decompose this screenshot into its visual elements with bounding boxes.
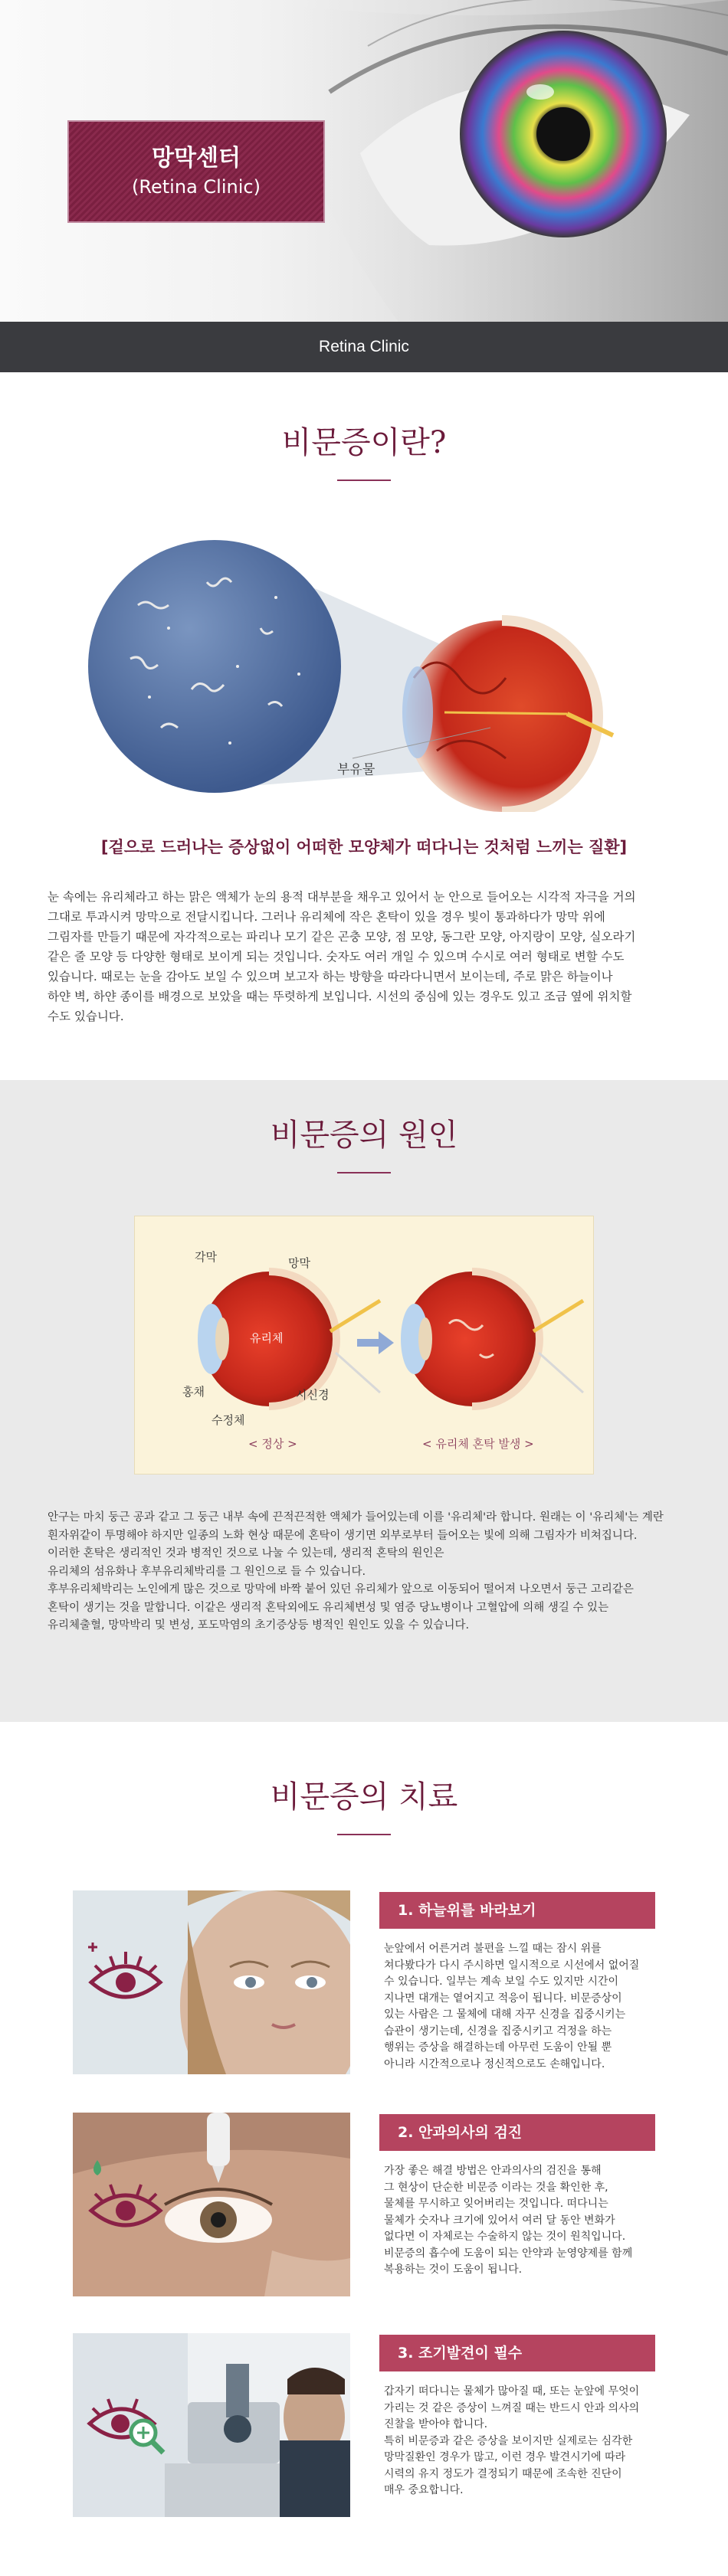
treatment-card <box>73 1890 655 2074</box>
nav-bar <box>0 322 728 372</box>
label-cornea: 각막 <box>195 1250 217 1264</box>
card-text-line: 있는 사람은 그 물체에 대해 자꾸 신경을 집중시키는 <box>384 2008 626 2021</box>
card-text-line: 쳐다봤다가 다시 주시하면 일시적으로 시선에서 없어질 <box>384 1959 640 1972</box>
card-text-line: 물체를 무시하고 잊어버리는 것입니다. 떠다니는 <box>384 2198 608 2210</box>
body-line: 후부유리체박리는 노인에게 많은 것으로 망막에 바짝 붙어 있던 유리체가 앞으로 이동되어 떨어져 나오면서 둥근 고리같은 <box>48 1583 634 1596</box>
nav-bar-label: Retina Clinic <box>319 338 409 355</box>
card-heading: 2. 안과의사의 검진 <box>379 2114 655 2151</box>
section-divider <box>337 1834 391 1835</box>
body-line: 혼탁이 생기는 것을 말합니다. 이같은 생리적 혼탁외에도 유리체변성 및 염증 당뇨병이나 고혈압에 의해 생길 수 있는 <box>48 1601 609 1614</box>
card-text <box>384 2384 644 2499</box>
body-line: 흰자위같이 투명해야 하지만 일종의 노화 현상 때문에 혼탁이 생기면 외부로부터 들어오는 빛에 의해 그림자가 비쳐집니다. <box>48 1529 638 1542</box>
eye-diagram <box>134 1216 594 1475</box>
body-line: 하얀 벽, 하얀 종이를 배경으로 보았을 때는 뚜렷하게 보입니다. 시선의 중심에 있는 경우도 있고 조금 옆에 위치할 <box>48 990 632 1003</box>
label-optic-nerve: 시신경 <box>296 1388 330 1402</box>
body-line: 그대로 투과시켜 망막으로 전달시킵니다. 그러나 유리체에 작은 혼탁이 있을 경우 빛이 통과하다가 망막 위에 <box>48 910 605 924</box>
card-heading: 1. 하늘위를 바라보기 <box>379 1892 655 1929</box>
section1-subtitle: [겉으로 드러나는 증상없이 어떠한 모양체가 떠다니는 것처럼 느끼는 질환] <box>100 838 628 856</box>
section-divider <box>337 480 391 481</box>
page-subtitle: (Retina Clinic) <box>132 176 261 198</box>
page-title: 망막센터 <box>152 145 241 172</box>
card-text-line: 복용하는 것이 도움이 됩니다. <box>384 2263 523 2276</box>
body-line: 눈 속에는 유리체라고 하는 맑은 액체가 눈의 용적 대부분을 채우고 있어서 눈 안으로 들어오는 시각적 자극을 거의 <box>48 890 636 904</box>
card-text-line: 매우 중요합니다. <box>384 2484 464 2496</box>
treatment-card <box>73 2333 655 2517</box>
eye-sparkle-icon <box>84 1935 168 2019</box>
body-line: 있습니다. 때로는 눈을 감아도 보일 수 있으며 보고자 하는 방향을 따라다니면서 보이는데, 주로 맑은 하늘이나 <box>48 970 613 984</box>
card-text-line: 갑자기 떠다니는 물체가 많아질 때, 또는 눈앞에 무엇이 <box>384 2385 640 2398</box>
page-title-box <box>67 120 325 223</box>
body-line: 안구는 마치 둥근 공과 같고 그 둥근 내부 속에 끈적끈적한 액체가 들어있는데 이를 '유리체'라 합니다. 원래는 이 '유리체'는 계란 <box>48 1511 664 1524</box>
card-text-line: 망막질환인 경우가 많고, 이런 경우 발견시기에 따라 <box>384 2451 626 2463</box>
section1-body <box>48 887 684 1026</box>
section-title-treatment: 비문증의 치료 <box>270 1779 458 1815</box>
card-text-line: 진찰을 받아야 합니다. <box>384 2418 488 2430</box>
hero-banner <box>0 0 728 322</box>
caption-normal: < 정상 > <box>248 1437 297 1451</box>
card-text-line: 특히 비문증과 같은 증상을 보이지만 실제로는 심각한 <box>384 2434 633 2447</box>
eye-drop-icon <box>84 2157 168 2241</box>
body-line: 그림자를 만들기 때문에 자각적으로는 파리나 모기 같은 곤충 모양, 점 모양, 동그란 모양, 아지랑이 모양, 실오라기 <box>48 930 636 944</box>
card-text-line: 수 있습니다. 일부는 계속 보일 수도 있지만 시간이 <box>384 1975 619 1988</box>
body-line: 유리체출혈, 망막박리 및 변성, 포도막염의 초기증상등 병적인 원인도 있을 수 있습니다. <box>48 1619 470 1632</box>
card-text <box>384 1941 644 2073</box>
label-vitreous: 유리체 <box>250 1331 284 1345</box>
card-text <box>384 2163 644 2279</box>
card-text-line: 아니라 시간적으로나 정신적으로도 손해입니다. <box>384 2057 605 2070</box>
card-text-line: 눈앞에서 어른거려 불편을 느낄 때는 잠시 위를 <box>384 1943 602 1955</box>
section2-body <box>48 1509 684 1635</box>
card-text-line: 가리는 것 같은 증상이 느껴질 때는 반드시 안과 의사의 <box>384 2401 640 2414</box>
floater-label: 부유물 <box>337 762 375 777</box>
card-text-line: 습관이 생기는데, 신경을 집중시키고 걱정을 하는 <box>384 2024 612 2038</box>
section-divider <box>337 1172 391 1173</box>
body-line: 같은 줄 모양 등 다양한 형태로 보이게 되는 것입니다. 숫자도 여러 개일 수 있으며 수시로 여러 형태로 변할 수도 <box>48 950 625 964</box>
section-title-causes: 비문증의 원인 <box>270 1118 458 1153</box>
body-line: 수도 있습니다. <box>48 1010 124 1023</box>
body-line: 이러한 혼탁은 생리적인 것과 병적인 것으로 나눌 수 있는데, 생리적 혼탁의 원인은 <box>48 1547 444 1560</box>
card-text-line: 물체가 숫자나 크기에 있어서 여러 달 동안 변화가 <box>384 2214 615 2227</box>
card-text-line: 비문증의 흡수에 도움이 되는 안약과 눈영양제를 함께 <box>384 2247 633 2260</box>
card-text-line: 행위는 증상을 해결하는데 아무런 도움이 안될 뿐 <box>384 2041 612 2054</box>
treatment-card <box>73 2113 655 2296</box>
card-heading: 3. 조기발견이 필수 <box>379 2335 655 2371</box>
caption-opacity: < 유리체 혼탁 발생 > <box>422 1437 534 1451</box>
card-text-line: 없다면 이 자체로는 수술하지 않는 것이 원칙입니다. <box>384 2231 626 2243</box>
card-text-line: 지나면 대개는 옅어지고 적응이 됩니다. 비문증상이 <box>384 1992 622 2005</box>
label-retina: 망막 <box>288 1256 310 1270</box>
section-title-what: 비문증이란? <box>281 425 447 460</box>
card-text-line: 시력의 유지 정도가 결정되기 때문에 조속한 진단이 <box>384 2467 622 2480</box>
label-iris: 홍채 <box>182 1385 205 1399</box>
label-lens: 수정체 <box>212 1413 245 1427</box>
card-text-line: 가장 좋은 해결 방법은 안과의사의 검진을 통해 <box>384 2165 602 2177</box>
eye-magnifier-icon <box>84 2378 168 2462</box>
body-line: 유리체의 섬유화나 후부유리체박리를 그 원인으로 들 수 있습니다. <box>48 1565 366 1578</box>
card-text-line: 그 현상이 단순한 비문증 이라는 것을 확인한 후, <box>384 2181 608 2194</box>
